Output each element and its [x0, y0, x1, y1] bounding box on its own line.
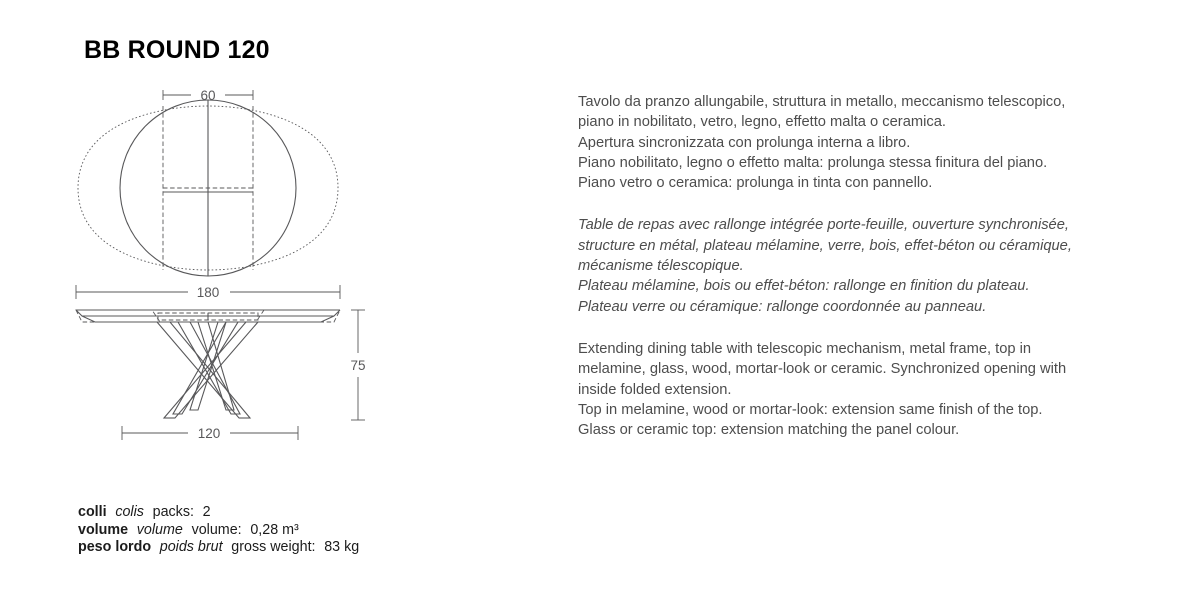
description-french [578, 215, 1138, 316]
spec-label-it: volume [78, 521, 129, 538]
description-english [578, 339, 1138, 440]
description-line: Plateau verre ou céramique: rallonge coordonnée au panneau. [578, 298, 987, 315]
description-line: Plateau mélamine, bois ou effet-béton: rallonge en finition du plateau. [578, 278, 1030, 295]
dimension-label-120: 120 [197, 426, 221, 441]
spec-row-volume [78, 522, 359, 540]
technical-drawing [60, 70, 480, 460]
description-line: piano in nobilitato, vetro, legno, effetto malta o ceramica. [578, 114, 946, 131]
description-italian [578, 92, 1138, 193]
spec-label-it: colli [78, 504, 107, 520]
page-title: BB ROUND 120 [84, 36, 270, 64]
description-line: inside folded extension. [578, 381, 732, 398]
spec-label-en: volume: [191, 521, 242, 538]
spec-label-en: packs: [152, 504, 194, 520]
description-column [578, 92, 1138, 440]
spec-label-fr: volume [136, 521, 183, 538]
dimension-label-180: 180 [196, 285, 220, 300]
dimension-label-75: 75 [350, 358, 366, 373]
spec-value: 83 kg [324, 539, 360, 555]
description-line: Apertura sincronizzata con prolunga interna a libro. [578, 134, 911, 151]
dimension-label-60: 60 [200, 88, 216, 103]
description-line: mécanisme télescopique. [578, 258, 744, 275]
description-line: Table de repas avec rallonge intégrée porte-feuille, ouverture synchronisée, [578, 217, 1069, 234]
spec-value: 0,28 m³ [250, 521, 299, 538]
spec-value: 2 [202, 504, 211, 520]
dimension-base-width [122, 426, 298, 441]
technical-drawing-svg [60, 70, 480, 460]
description-line: Tavolo da pranzo allungabile, struttura in metallo, meccanismo telescopico, [578, 94, 1066, 110]
spec-label-it: peso lordo [78, 539, 152, 555]
crossed-leg-base [157, 322, 258, 418]
spec-label-fr: colis [115, 504, 144, 520]
description-line: structure en métal, plateau mélamine, verre, bois, effet-béton ou céramique, [578, 237, 1072, 254]
spec-row-gross-weight [78, 539, 359, 557]
dimension-total-width [76, 285, 340, 300]
description-line: melamine, glass, wood, mortar-look or ceramic. Synchronized opening with [578, 361, 1067, 378]
dimension-height [350, 310, 365, 420]
spec-label-fr: poids brut [159, 539, 223, 555]
description-line: Piano nobilitato, legno o effetto malta: prolunga stessa finitura del piano. [578, 154, 1048, 171]
description-line: Piano vetro o ceramica: prolunga in tinta con pannello. [578, 175, 933, 192]
description-line: Extending dining table with telescopic mechanism, metal frame, top in [578, 340, 1032, 357]
top-view [76, 88, 340, 300]
spec-row-packs [78, 504, 359, 522]
spec-label-en: gross weight: [231, 539, 316, 555]
side-elevation [76, 310, 366, 441]
description-line: Glass or ceramic top: extension matching the panel colour. [578, 422, 960, 439]
packaging-specs [78, 504, 359, 557]
description-line: Top in melamine, wood or mortar-look: extension same finish of the top. [578, 401, 1043, 418]
